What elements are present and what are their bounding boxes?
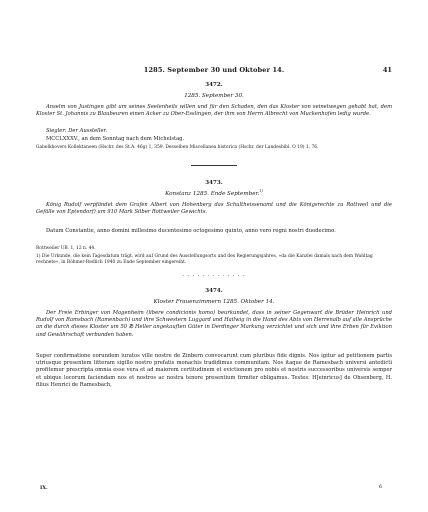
doc-number-3473: 3473.	[205, 180, 223, 186]
source-3473: Rottweiler UB. 1, 12 n. 44.	[36, 246, 96, 251]
document-page	[36, 0, 392, 512]
regest-3472: Anselm von Justingen gibt um seines Seelenheils willen und für den Schaden, den das Kloster von seinetwegen gehabt hat, dem Kloster St. Johannis zu Blaubeuren einen Acker zu Ober-Esslingen, der ihm von Herrn Albrecht von Muckenhofen ledig wurde.	[36, 104, 392, 118]
date-latin-3472: MCCLXXXV., an dem Sonntag nach dem Michelstag.	[46, 136, 185, 142]
datum-3473: Datum Constantie, anno domini millesimo ducentesimo octogesimo quinto, anno vero regni nostri duodecimo.	[46, 228, 336, 234]
doc-number-3472: 3472.	[205, 82, 223, 88]
source-3472: Gabelkhovers Kollektaneen (Hschr. des St.A. 46g) 1, 359. Desselben Miscellanea historica (Hschr. der Landesbibl. O 19) 1, 76.	[36, 145, 319, 150]
latin-text-3474: Super confirmatione eorundem iuratos ville nostre de Zinbern convocarunt cum pluribus fide dignis. Nos igitur ad petitionem partis utriusque presentem litteram sigillo nostro prefatis monachis tradidimus communitam. Nos itaque de Ramesbach universi antedicti profitemur prescripta omnia esse vera et ad maiorem certitudinem et evictionem pro nobis et nostris successoribus universis semper et ubique locorum faciendam nos et nostros ac nostra tenore presentium firmiter obligamus. Testes: H[einricus] de Ohsenberg, H. filius Henrici de Ramesbach,	[36, 353, 392, 388]
doc-date-3472: 1285. September 30.	[184, 93, 244, 99]
doc-number-3474: 3474.	[205, 288, 223, 294]
running-header	[36, 66, 392, 76]
regest-3473: König Rudolf verpfändet dem Grafen Albert von Hohenberg das Schultheissenamt und die Königsrechte zu Rottweil und die Gefälle von Ep(endorf) um 910 Mark Silber Rottweiler Gewichts.	[36, 202, 392, 216]
footnote-3473: 1) Die Urkunde, die kein Tagesdatum trägt, wird auf Grund des Ausstellungsorts und des Regierungsjahres, »da die Kanzlei damals nach dem Wahltag rechnete«, in Böhmer-Redlich 1940 zu Ende September eingereiht.	[36, 254, 373, 265]
sealer-3472: Siegler: Der Aussteller.	[46, 128, 108, 134]
doc-date-3473: Konstanz 1285. Ende September.$^{1)}$	[165, 189, 263, 197]
section-divider	[191, 165, 237, 166]
section-divider-dashes: - - - - - - - - - - - - -	[182, 274, 246, 279]
page-number: 41	[382, 66, 392, 74]
regest-3474: Der Freie Erbinger von Magenheim (libere condicionis homo) beurkundet, dass in seiner Gegenwart die Brüder Heinrich und Rudolf von Ramsbach (Ramenbach) und ihre Schwestern Luggard und Hailwig in die Hand des Abts von Herrenalb auf alle Ansprüche an die durch dieses Kloster um 50 ℔ Heller angekauften Güter in Derdinger Markung verzichtet und sich und ihre Erben für Eviktion und Gewährschaft verbunden haben.	[36, 310, 392, 338]
signature-mark: IX.	[40, 485, 48, 491]
header-title: 1285. September 30 und Oktober 14.	[143, 66, 285, 74]
doc-date-3474: Kloster Frauenzimmern 1285. Oktober 14.	[153, 299, 275, 305]
sheet-number: 6	[378, 485, 382, 490]
